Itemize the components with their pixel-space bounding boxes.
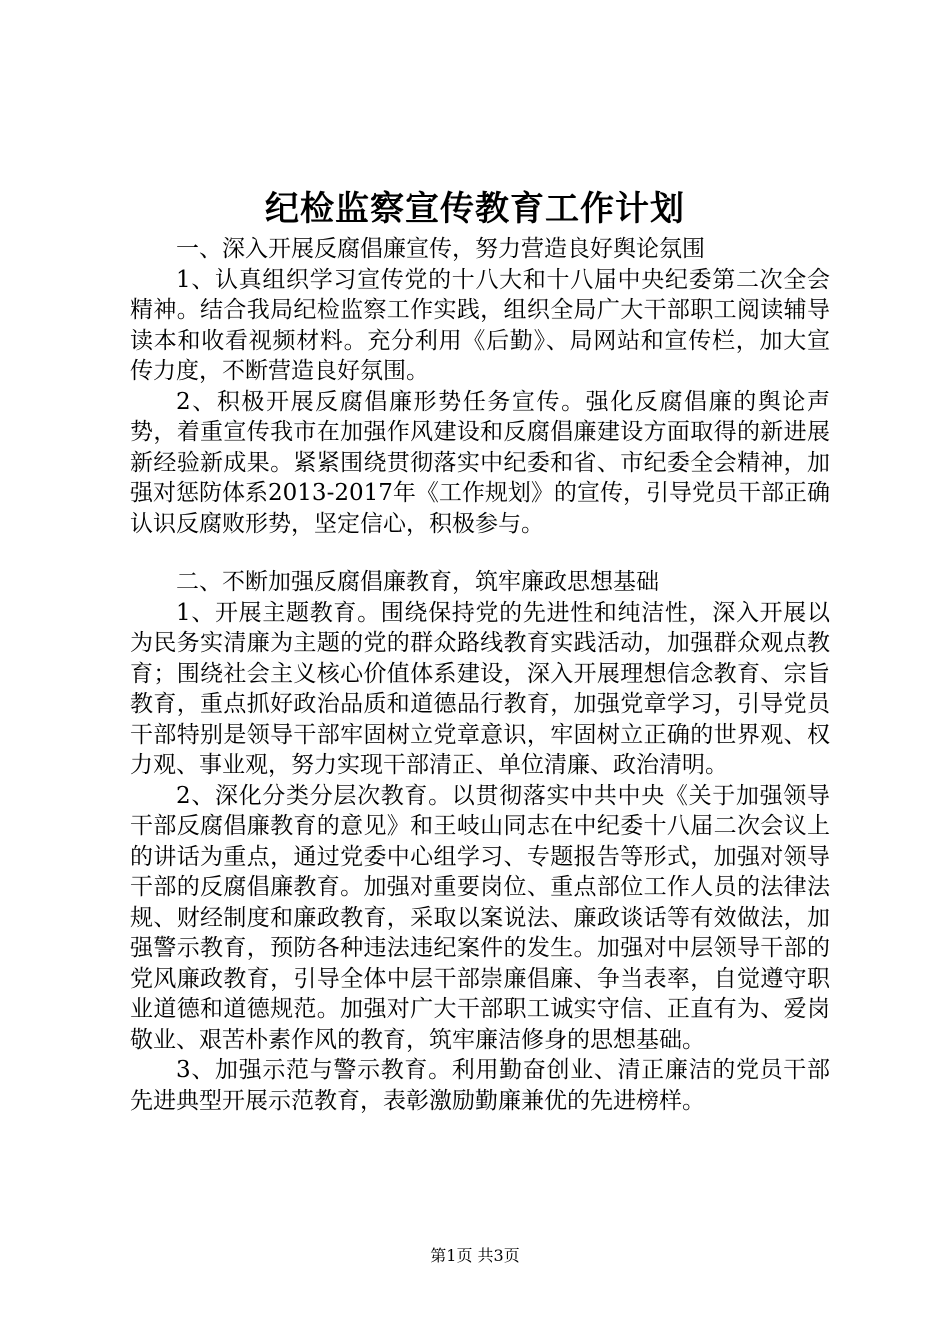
section2-paragraph-3: 3、加强示范与警示教育。利用勤奋创业、清正廉洁的党员干部先进典型开展示范教育，表彰激励勤廉兼优的先进榜样。 [130, 1057, 830, 1114]
section1-paragraph-2: 2、积极开展反腐倡廉形势任务宣传。强化反腐倡廉的舆论声势，着重宣传我市在加强作风建设和反腐倡廉建设方面取得的新进展新经验新成果。紧紧围绕贯彻落实中纪委和省、市纪委全会精神，加强对惩防体系2013-2017年《工作规划》的宣传，引导党员干部正确认识反腐败形势，坚定信心，积极参与。 [130, 388, 830, 537]
section2-paragraph-2: 2、深化分类分层次教育。以贯彻落实中共中央《关于加强领导干部反腐倡廉教育的意见》和王岐山同志在中纪委十八届二次会议上的讲话为重点，通过党委中心组学习、专题报告等形式，加强对领导干部的反腐倡廉教育。加强对重要岗位、重点部位工作人员的法律法规、财经制度和廉政教育，采取以案说法、廉政谈话等有效做法，加强警示教育，预防各种违法违纪案件的发生。加强对中层领导干部的党风廉政教育，引导全体中层干部崇廉倡廉、争当表率，自觉遵守职业道德和道德规范。加强对广大干部职工诚实守信、正直有为、爱岗敬业、艰苦朴素作风的教育，筑牢廉洁修身的思想基础。 [130, 782, 830, 1053]
page-footer: 第1页 共3页 [430, 1246, 520, 1265]
section1-paragraph-1: 1、认真组织学习宣传党的十八大和十八届中央纪委第二次全会精神。结合我局纪检监察工作实践，组织全局广大干部职工阅读辅导读本和收看视频材料。充分利用《后勤》、局网站和宣传栏，加大宣传力度，不断营造良好氛围。 [130, 266, 830, 384]
document-title: 纪检监察宣传教育工作计划 [265, 189, 685, 229]
section-gap [130, 539, 830, 567]
section2-heading: 二、不断加强反腐倡廉教育，筑牢廉政思想基础 [176, 569, 659, 595]
section1-heading: 一、深入开展反腐倡廉宣传，努力营造良好舆论氛围 [176, 236, 705, 262]
document-body [130, 234, 830, 1116]
section2-paragraph-1: 1、开展主题教育。围绕保持党的先进性和纯洁性，深入开展以为民务实清廉为主题的党的群众路线教育实践活动，加强群众观点教育；围绕社会主义核心价值体系建设，深入开展理想信念教育、宗旨教育，重点抓好政治品质和道德品行教育，加强党章学习，引导党员干部特别是领导干部牢固树立党章意识，牢固树立正确的世界观、权力观、事业观，努力实现干部清正、单位清廉、政治清明。 [130, 599, 830, 778]
